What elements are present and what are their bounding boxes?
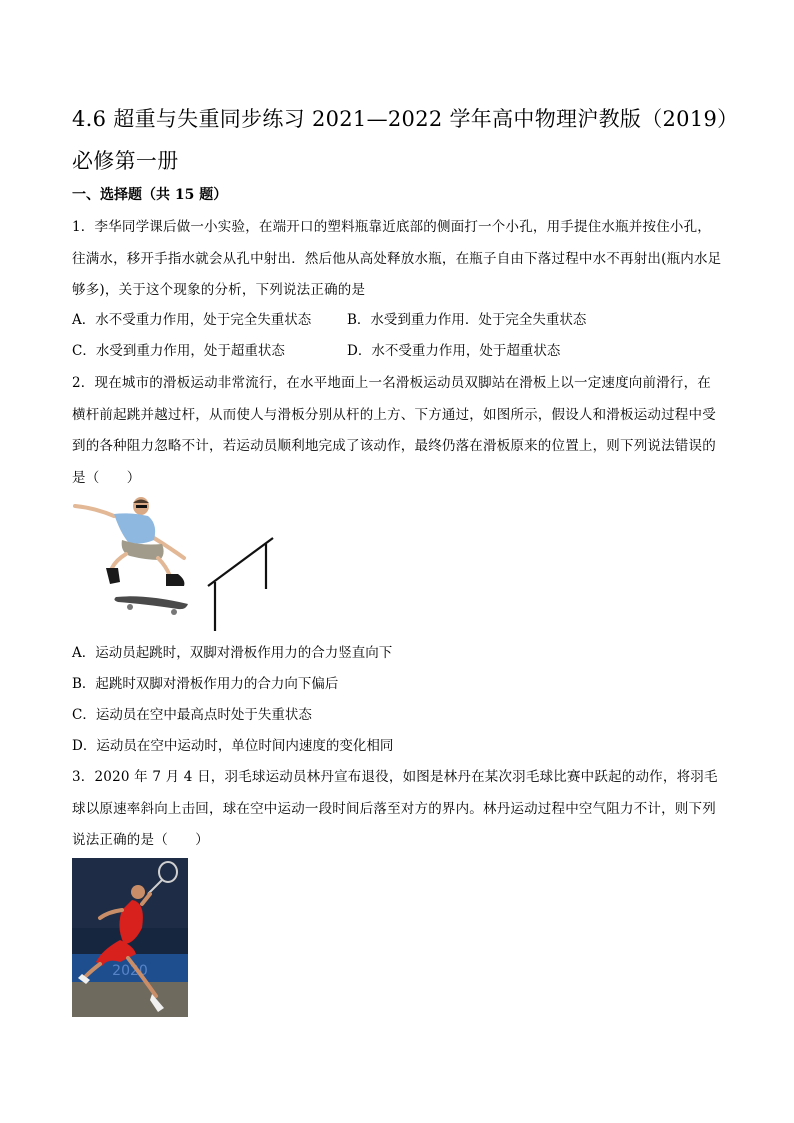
svg-text:2020: 2020: [112, 963, 148, 979]
question-2-option-b: B．起跳时双脚对滑板作用力的合力向下偏后: [72, 676, 339, 692]
question-2-option-d: D．运动员在空中运动时，单位时间内速度的变化相同: [72, 738, 394, 754]
question-1-option-a: A．水不受重力作用，处于完全失重状态: [72, 312, 312, 328]
section-heading: 一、选择题（共 15 题）: [72, 187, 228, 203]
question-1-option-b: B．水受到重力作用．处于完全失重状态: [347, 312, 587, 328]
question-3-stem: 3．2020 年 7 月 4 日，羽毛球运动员林丹宣布退役，如图是林丹在某次羽毛球比赛中跃起的动作，将羽毛球以原速率斜向上击回，球在空中运动一段时间后落至对方的界内。林丹运动过程中空气阻力不计，则下列说法正确的是（ ）: [72, 769, 718, 848]
question-2-option-c: C．运动员在空中最高点时处于失重状态: [72, 707, 312, 723]
question-1-stem: 1．李华同学课后做一小实验，在端开口的塑料瓶靠近底部的侧面打一个小孔，用手提住水瓶并按住小孔，往满水，移开手指水就会从孔中射出．然后他从高处释放水瓶，在瓶子自由下落过程中水不再射出(瓶内水足够多)，关于这个现象的分析，下列说法正确的是: [72, 219, 722, 298]
skater: [75, 497, 184, 586]
badminton-player-photo: [72, 858, 188, 1017]
hurdle-bar: [208, 538, 273, 631]
skateboarder-figure: [70, 494, 280, 634]
question-2-option-a: A．运动员起跳时，双脚对滑板作用力的合力竖直向下: [72, 645, 393, 661]
question-2-stem: 2．现在城市的滑板运动非常流行，在水平地面上一名滑板运动员双脚站在滑板上以一定速度向前滑行，在横杆前起跳并越过杆，从而使人与滑板分别从杆的上方、下方通过，如图所示，假设人和滑板运动过程中受到的各种阻力忽略不计，若运动员顺利地完成了该动作，最终仍落在滑板原来的位置上，则下列说法错误的是（ ）: [72, 375, 716, 486]
question-1-option-c: C．水受到重力作用，处于超重状态: [72, 343, 285, 359]
skateboard: [114, 596, 188, 615]
page-title: 4.6 超重与失重同步练习 2021—2022 学年高中物理沪教版（2019）必修第一册: [72, 107, 728, 173]
question-1-option-d: D．水不受重力作用，处于超重状态: [347, 343, 561, 359]
